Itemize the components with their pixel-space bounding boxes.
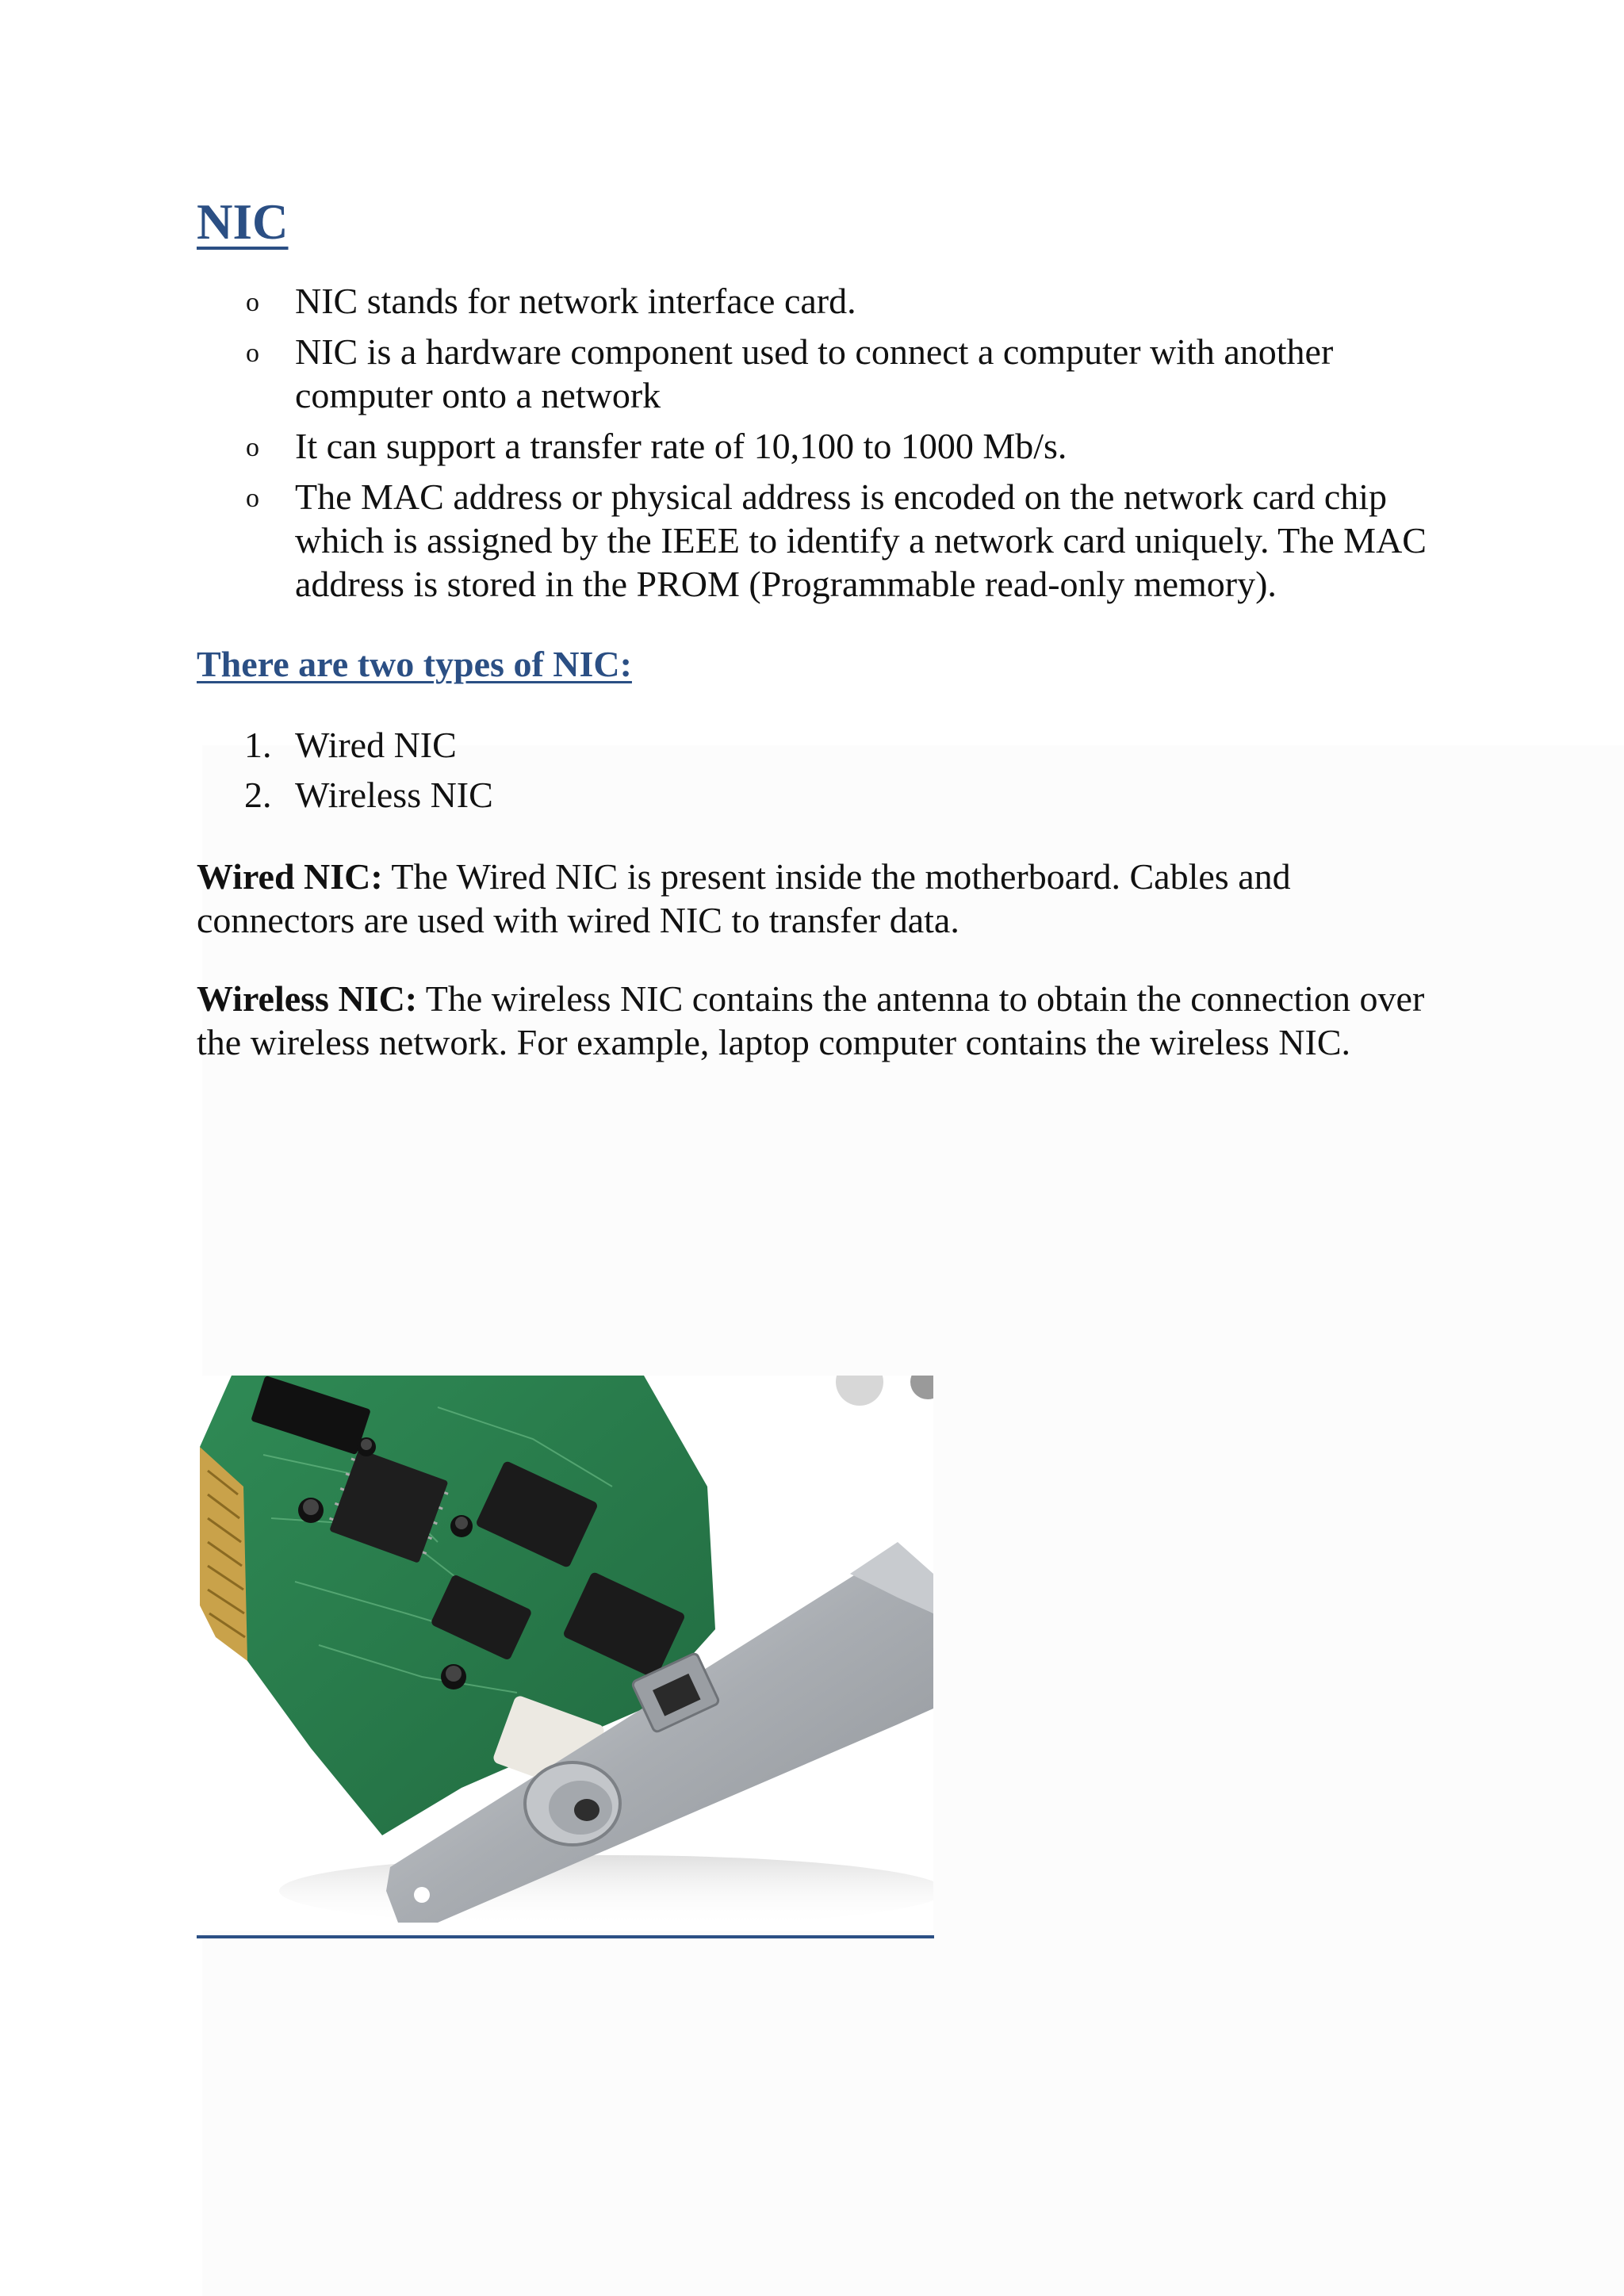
list-item xyxy=(197,279,1434,323)
types-heading: There are two types of NIC: xyxy=(197,644,632,684)
nic-types-list xyxy=(197,720,1434,820)
figure-underline xyxy=(197,1935,934,1938)
list-item xyxy=(197,720,1434,770)
bullet-marker: o xyxy=(246,484,259,513)
card-shadow xyxy=(279,1855,933,1927)
bullet-marker: o xyxy=(246,433,259,462)
list-item xyxy=(197,330,1434,417)
bnc-connector xyxy=(525,1762,620,1845)
list-number: 1. xyxy=(244,725,272,765)
list-item-text: Wired NIC xyxy=(295,725,457,765)
wireless-nic-paragraph xyxy=(197,977,1434,1064)
list-item xyxy=(197,475,1434,606)
list-item-text: Wireless NIC xyxy=(295,775,493,815)
bullet-marker: o xyxy=(246,288,259,317)
bracket-screw-hole xyxy=(414,1887,430,1903)
list-item-text: NIC is a hardware component used to connect a computer with another computer onto a network xyxy=(295,331,1334,415)
list-item-text: The MAC address or physical address is encoded on the network card chip which is assigned by the IEEE to identify a network card uniquely. The MAC address is stored in the PROM (Programmable read-only memory). xyxy=(295,476,1427,604)
list-item-text: NIC stands for network interface card. xyxy=(295,281,856,321)
overlay-button-icon xyxy=(836,1376,883,1406)
wired-nic-text: The Wired NIC is present inside the motherboard. Cables and connectors are used with wired NIC to transfer data. xyxy=(197,856,1291,940)
list-item-text: It can support a transfer rate of 10,100 to 1000 Mb/s. xyxy=(295,426,1067,466)
nic-facts-list xyxy=(197,279,1434,606)
page-title: NIC xyxy=(197,194,289,250)
list-item xyxy=(197,770,1434,820)
list-number: 2. xyxy=(244,775,272,815)
list-item xyxy=(197,424,1434,468)
document-body xyxy=(197,190,1434,1064)
bullet-marker: o xyxy=(246,339,259,368)
wireless-nic-term: Wireless NIC: xyxy=(197,978,418,1019)
wireless-nic-text: The wireless NIC contains the antenna to obtain the connection over the wireless network. For example, laptop computer contains the wireless NIC. xyxy=(197,978,1425,1062)
overlay-button-icon xyxy=(910,1376,933,1399)
wired-nic-term: Wired NIC: xyxy=(197,856,383,897)
wired-nic-paragraph xyxy=(197,855,1434,942)
nic-photo xyxy=(200,1376,933,1931)
